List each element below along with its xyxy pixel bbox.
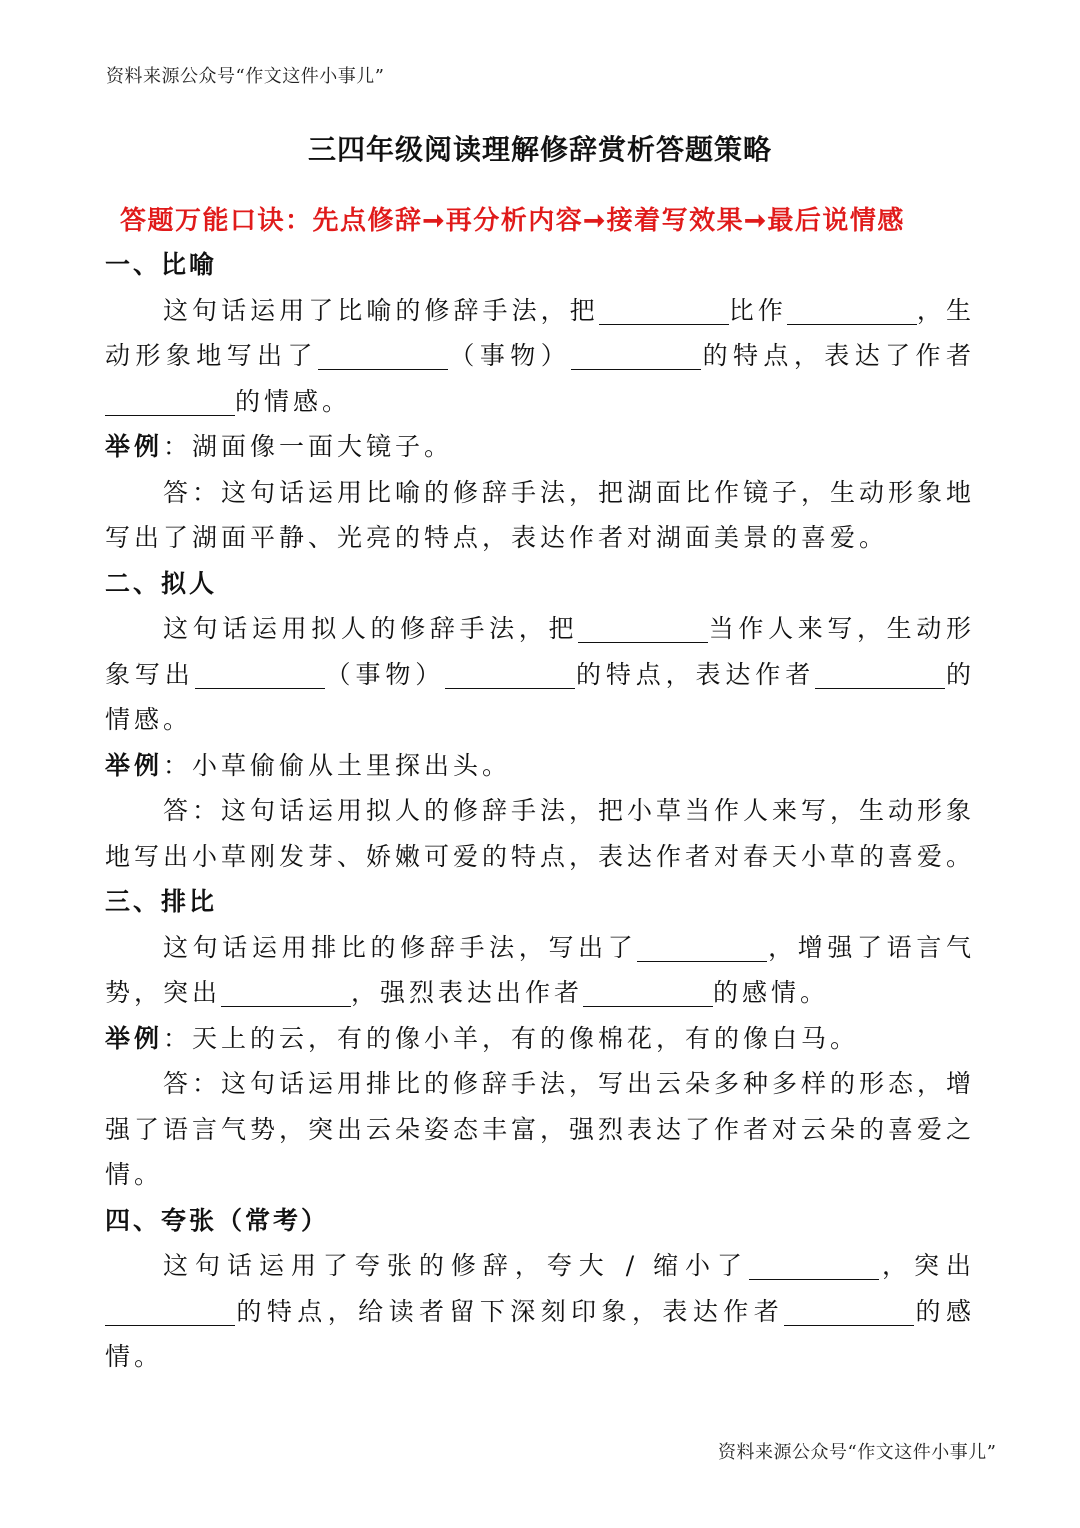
fill-blank xyxy=(105,1295,235,1326)
section-heading-hyperbole: 四、夸张（常考） xyxy=(105,1205,330,1235)
template-text: 比作 xyxy=(728,295,787,325)
template-text: 的感情。 xyxy=(713,978,830,1007)
fill-blank xyxy=(445,658,575,689)
template-text: 的特点，给读者留下深刻印象，表达作者 xyxy=(235,1296,785,1326)
template-text: （事物） xyxy=(448,341,572,370)
template-text: 这句话运用了比喻的修辞手法，把 xyxy=(163,295,599,325)
template-paragraph-personification xyxy=(105,606,975,743)
template-text: 的情感。 xyxy=(105,659,975,734)
fill-blank xyxy=(578,612,708,643)
answer-paragraph-parallelism: 答：这句话运用排比的修辞手法，写出云朵多种多样的形态，增强了语言气势，突出云朵姿态丰富，强烈表达了作者对云朵的喜爱之情。 xyxy=(105,1069,976,1189)
template-text: ，增强了语言气势，突出 xyxy=(105,932,975,1007)
document-body xyxy=(105,242,975,1380)
fill-blank xyxy=(318,339,448,370)
section-heading-parallelism: 三、排比 xyxy=(105,887,218,916)
fill-blank xyxy=(195,658,325,689)
template-text: ，生动形象地写出了 xyxy=(105,295,975,370)
template-text: （事物） xyxy=(324,659,446,689)
template-text: 的特点，表达了作者 xyxy=(701,341,975,370)
example-text: ：天上的云，有的像小羊，有的像棉花，有的像白马。 xyxy=(163,1023,860,1053)
fill-blank xyxy=(571,339,701,370)
fill-blank xyxy=(815,658,945,689)
template-text: 这句话运用了夸张的修辞，夸大 / 缩小了 xyxy=(163,1251,750,1280)
template-text: ，强烈表达出作者 xyxy=(351,978,584,1007)
example-text: ：湖面像一面大镜子。 xyxy=(163,432,454,461)
answer-paragraph-personification: 答：这句话运用拟人的修辞手法，把小草当作人来写，生动形象地写出小草刚发芽、娇嫩可爱的特点，表达作者对春天小草的喜爱。 xyxy=(105,796,976,871)
example-line-personification xyxy=(105,743,975,789)
template-text: 当作人来写，生动形象写出 xyxy=(105,614,975,689)
section-heading-metaphor: 一、比喻 xyxy=(105,250,218,279)
example-text: ：小草偷偷从土里探出头。 xyxy=(163,750,512,780)
header-source-note: 资料来源公众号“作文这件小事儿” xyxy=(106,66,385,87)
template-paragraph-parallelism xyxy=(105,925,975,1016)
fill-blank xyxy=(787,294,917,325)
document-title: 三四年级阅读理解修辞赏析答题策略 xyxy=(307,133,772,166)
fill-blank xyxy=(583,976,713,1007)
template-paragraph-hyperbole xyxy=(105,1243,975,1380)
template-paragraph-metaphor xyxy=(105,288,975,425)
fill-blank xyxy=(784,1295,914,1326)
fill-blank xyxy=(637,931,767,962)
template-text: 的感情。 xyxy=(105,1296,975,1371)
answer-formula: 答题万能口诀：先点修辞➞再分析内容➞接着写效果➞最后说情感 xyxy=(120,206,905,236)
example-label: 举例 xyxy=(105,750,164,780)
fill-blank xyxy=(105,385,235,416)
template-text: ，突出 xyxy=(879,1251,975,1280)
example-label: 举例 xyxy=(105,1023,164,1053)
template-text: 这句话运用拟人的修辞手法，把 xyxy=(163,614,579,643)
fill-blank xyxy=(599,294,729,325)
fill-blank xyxy=(749,1249,879,1280)
example-label: 举例 xyxy=(105,432,164,461)
template-text: 的特点，表达作者 xyxy=(575,659,816,689)
fill-blank xyxy=(221,976,351,1007)
example-line-parallelism xyxy=(105,1016,975,1062)
template-text: 的情感。 xyxy=(235,386,352,416)
example-line-metaphor xyxy=(105,424,975,470)
answer-paragraph-metaphor: 答：这句话运用比喻的修辞手法，把湖面比作镜子，生动形象地写出了湖面平静、光亮的特点，表达作者对湖面美景的喜爱。 xyxy=(105,477,976,552)
section-heading-personification: 二、拟人 xyxy=(105,568,218,598)
template-text: 这句话运用排比的修辞手法，写出了 xyxy=(163,932,638,962)
footer-source-note: 资料来源公众号“作文这件小事儿” xyxy=(718,1442,997,1463)
